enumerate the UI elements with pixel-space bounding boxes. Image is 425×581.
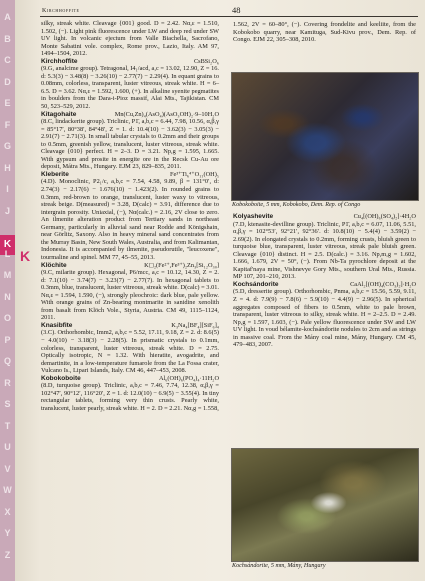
- index-letter-j: J: [4, 205, 10, 216]
- index-letter-k: K: [0, 235, 15, 255]
- section-letter: K: [20, 248, 31, 264]
- index-letter-b: B: [4, 33, 11, 44]
- mineral-photo-kochsandorite: [231, 448, 419, 562]
- index-letter-y: Y: [4, 528, 11, 538]
- photo-caption-kochsandorite: Kochsándorite, 5 mm, Mány, Hungary: [232, 563, 326, 569]
- entry-name: Kirchhoffite: [41, 57, 78, 65]
- alphabet-index-strip: [0, 0, 15, 581]
- running-header: Kirchhoffite: [42, 8, 80, 14]
- entry-name: Kleberite: [41, 170, 69, 178]
- entry-text: (4.D). Monoclinic, P2₁/c, a,b,c = 7.54, 4.58, 9.89, β = 131°0′, d: 2.74(3) − 2.17(6) − 1.676(10) − 1.423(2). In rounded grains to 0.3mm, red-brown to orange, translucent, luster waxy to vitreous, streak beige. D(measured) = 3.28, D(calc) = 3.91, difference due to intergrain porosity. Uniaxial, (−), Nα(calc.) = 2.16, 2V close to zero. An ilmenite alteration product from Tertiary sands in northeast Germany, particularly in alluvial sand near Rodde and Königshain, near Görlitz, Saxony. Also in heavy mineral sand concentrates from the Murray Basin, New South Wales, Australia, and from Kalimantan, Indonesia. It is accompanied by ilmenite, pseudorutile, "leucoxene", tourmaline and spinel. MM 77, 45–55, 2013.: [41, 178, 219, 261]
- left-entry: [41, 20, 219, 58]
- entry-text: silky, streak white. Cleavage {001} good. D = 2.42. Nα,ε = 1.510, 1.502, (−). Light pink fluorescence under LW and deep red under SW UV light. In volcanic ejectum from Valle Biachella, Sacrofano, Monte Sabatini vole. complex, Rome prov., Lazio, Italy. AM 97, 1494–1504, 2012.: [41, 20, 219, 58]
- mineral-photo-kobokoboite: [231, 72, 419, 201]
- left-entry: [41, 322, 219, 375]
- entry-formula: Mn(Cu,Zn)₄(AsO₄)(AsO₃OH)₂·9–10H₂O: [114, 110, 219, 118]
- entry-formula: CsBSi₂O₆: [193, 57, 219, 65]
- index-letter-l: L: [4, 248, 11, 259]
- index-letter-r: R: [4, 377, 11, 388]
- entry-text: (3.C). Orthorhombic, Imm2, a,b,c = 5.52, 17.11, 9.18, Z = 2. d: 8.6(5) − 4.0(10) − 3.18(3) − 2.28(5). In prismatic crystals to 0.1mm, colorless, transparent, luster vitreous, streak white. D = 2.75. Optically isotropic, N = 1.32. With hieratite, avogadrite, and demartinite, in a low-temperature fumarole from the La Fossa crater, Vulcano Is., Lipari Islands, Italy. CM 46, 447–453, 2008.: [41, 329, 219, 375]
- index-letter-n: N: [4, 291, 11, 302]
- index-letter-f: F: [4, 119, 11, 130]
- entry-formula: K◻₂(Fe²⁺,Fe³⁺)₂Zn₃[Si₁₂O₃₀]: [144, 261, 219, 269]
- entry-text: (7.D, ktenasite-devilline group). Triclinic, P1̄, a,b,c = 6.07, 11.06, 5.51, α,β,γ = 102°53′, 92°21′, 92°36′. d: 10.8(10) − 5.4(4) − 3.59(2) − 2.69(2). In elongated crystals to 0.2mm, forming crusts, bluish green to turquoise blue, transparent, luster vitreous, streak pale bluish green. Cleavage {010} distinct. H = 2.5. D(calc.) = 3.16. Np,m,g = 1.602, 1.666, 1.679, 2V = 50°, (−). From Nb-Ta pyrochlore deposit at the Kapitaf'naya mine, Vishnevye Gory Mts., southern Ural Mts., Russia. MP 107, 201–210, 2013.: [233, 220, 416, 281]
- index-letter-d: D: [4, 76, 11, 87]
- right-column-top: [233, 21, 416, 44]
- index-letter-t: T: [4, 420, 11, 431]
- photo-caption-kobokoboite: Kobokoboite, 5 mm, Kobokobo, Dem. Rep. of Congo: [232, 202, 361, 208]
- entry-name: Kochsándorite: [233, 280, 279, 288]
- index-letter-a: A: [4, 12, 11, 22]
- entry-formula: Al₆(OH)₆(PO₄)₄·11H₂O: [158, 374, 219, 382]
- index-letter-u: U: [4, 442, 11, 452]
- entry-name: Kobokoboite: [41, 374, 81, 382]
- entry-formula: CaAl₂[(OH)₄(CO₃)₂]·H₂O: [350, 280, 416, 288]
- left-entry: [41, 171, 219, 262]
- index-letter-s: S: [4, 399, 11, 409]
- right-entry: [233, 213, 416, 281]
- index-letter-o: O: [3, 313, 11, 323]
- left-entry: [41, 58, 219, 111]
- left-entry: [41, 262, 219, 322]
- index-letter-z: Z: [4, 549, 11, 560]
- index-letter-q: Q: [3, 356, 11, 366]
- entry-formula: K₃Na₄[BF₄][SiF₆]₄: [171, 321, 219, 329]
- right-column-entries: [233, 213, 416, 349]
- left-entry: [41, 111, 219, 171]
- index-letter-g: G: [3, 141, 11, 151]
- entry-text: (9.C, milarite group). Hexagonal, P6/mcc, a,c = 10.12, 14.30, Z = 2. d: 7.1(10) − 3.74(7) − 3.23(7) − 2.77(7). In hexagonal tablets to 0.3mm, blue, translucent, luster vitreous, streak white. D(calc) = 3.01. Nα,ε = 1.594, 1.590, (−), strongly pleochroic: dark blue, pale yellow. With orange grains of Zn-bearing montmarite in sanidine xenolith from basalt from Klöch Vole., Styria, Austria. CM 49, 1115–1124, 2011.: [41, 269, 219, 322]
- entry-text: (9.G, analcime group). Tetragonal, I4₁/acd, a,c = 13.02, 12.90, Z = 16. d: 5.3(3) − 3.48(8) − 3.26(10) − 2.77(7) − 2.29(4). In equant grains to 0.08mm, colorless, transparent, luster vitreous, streak white. H = 6–6.5. D = 3.62. Nα,ε = 1.592, 1.600, (+). In alkaline syenite pegmatites in boulders from the Dara-i-Pioz massif, Alai Mts., Tajikistan. CM 50, 523–529, 2012.: [41, 65, 219, 111]
- index-letter-x: X: [4, 506, 11, 517]
- entry-name: Klöchite: [41, 261, 67, 269]
- index-letter-p: P: [4, 334, 11, 345]
- header-rule: [40, 16, 418, 17]
- left-column: [41, 20, 219, 412]
- index-letter-i: I: [6, 184, 9, 194]
- index-letter-e: E: [4, 98, 11, 108]
- page-number: 48: [232, 5, 241, 15]
- index-letter-w: W: [3, 485, 12, 495]
- right-entry: [233, 281, 416, 349]
- index-letter-h: H: [4, 162, 11, 173]
- continued-text: 1.562, 2V = 60–80°, (−). Covering frondelite and keeliite, from the Kobokobo quarry, near Kamituga, Sud-Kivu prov., Dem. Rep. of Congo. EJM 22, 305–308, 2010.: [233, 21, 416, 44]
- entry-text: (5.D, dresserite group). Orthorhombic, Pnma, a,b,c = 15.56, 5.59, 9.11, Z = 4. d: 7.9(9) − 7.8(6) − 5.9(10) − 4.4(9) − 2.96(5). In spherical aggregates composed of fibers to 0.5mm, white to pale brown, transparent, luster vitreous to silky, streak white. H = 2–2.5. D = 2.49. Np,g = 1.597, 1.603, (−). Pale yellow fluorescence under SW and LW UV light. In voud bélamite-kochsándorite nodules to 2cm and as strings in massive coal. From the Mány coal mine, Mány, Hungary. CM 45, 479–483, 2007.: [233, 288, 416, 349]
- index-letter-c: C: [4, 55, 11, 65]
- left-entry: [41, 375, 219, 413]
- entry-formula: Cu₄[(OH)₆(SO₄)₂]·4H₂O: [353, 213, 416, 220]
- entry-text: (8.C, lindackerite group). Triclinic, P1̄, a,b,c = 6.44, 7.98, 10.56, α,β,γ = 85°17′, 80°38′, 84°48′, Z = 1. d: 10.4(10) − 3.62(3) − 3.05(3) − 2.91(7) − 2.71(3). In small tabular crystals to 0.2mm and their groups to 0.5mm, greenish yellow, translucent, luster vitreous, streak white. Cleavage {010} perfect. H = 2–3. D = 3.21. Np,g = 1.595, 1.665. With gypsum and prosite in energite ore in the Recsk Cu-Au ore deposit, Mátra Mts., Hungary. EJM 23, 829–835, 2011.: [41, 118, 219, 171]
- index-letter-m: M: [3, 270, 12, 280]
- entry-name: Kolyashevite: [233, 213, 274, 220]
- entry-name: Kitagohaite: [41, 110, 77, 118]
- index-letter-v: V: [4, 463, 11, 474]
- entry-formula: Fe³⁺Ti₆⁴⁺O₁₁(OH)₅: [169, 170, 219, 178]
- entry-text: (8.D, turquoise group). Triclinic, a,b,c = 7.46, 7.74, 12.38, α,β,γ = 102°47′, 90°12′, 116°20′, Z = 1. d: 12.0(10) − 6.9(5) − 3.55(4). In tiny rectangular tablets, forming very thin crusts. Pearly white, translucent, luster pearly, streak white. H = 2. D = 2.21. Nα,g = 1.558,: [41, 382, 219, 412]
- entry-name: Knasibfite: [41, 321, 73, 329]
